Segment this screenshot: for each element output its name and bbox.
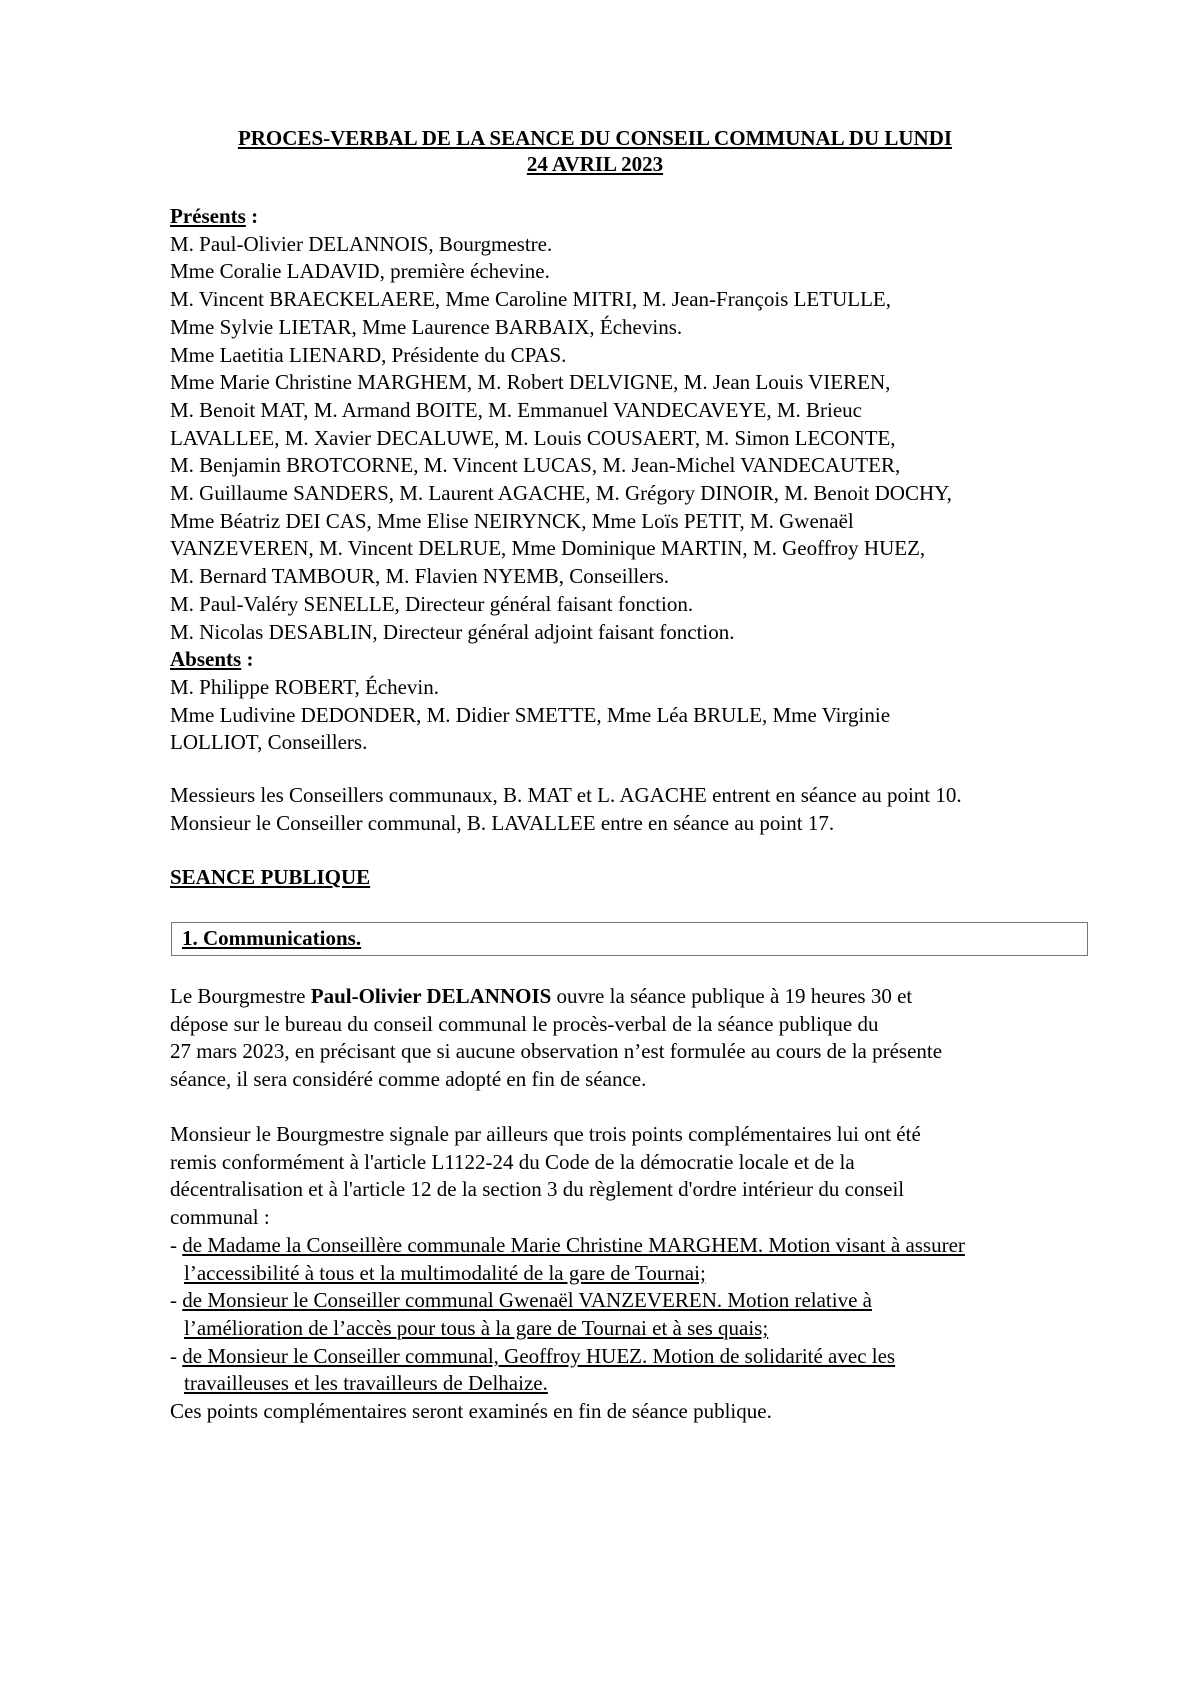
attendee-line: Mme Marie Christine MARGHEM, M. Robert DELVIGNE, M. Jean Louis VIEREN, bbox=[170, 370, 891, 395]
attendee-line: M. Paul-Valéry SENELLE, Directeur général faisant fonction. bbox=[170, 591, 694, 616]
entry-line: Monsieur le Conseiller communal, B. LAVALLEE entre en séance au point 17. bbox=[170, 810, 835, 835]
title-line-1: PROCES-VERBAL DE LA SEANCE DU CONSEIL COMMUNAL DU LUNDI bbox=[237, 126, 953, 150]
paragraph-1 bbox=[170, 983, 1090, 1094]
attendee-line: LAVALLEE, M. Xavier DECALUWE, M. Louis COUSAERT, M. Simon LECONTE, bbox=[170, 425, 896, 450]
closing-line: Ces points complémentaires seront examinés en fin de séance publique. bbox=[170, 1399, 772, 1424]
para2-line: communal : bbox=[170, 1205, 270, 1230]
attendee-line: VANZEVEREN, M. Vincent DELRUE, Mme Dominique MARTIN, M. Geoffroy HUEZ, bbox=[170, 536, 926, 561]
bullet-item-2-cont: l’amélioration de l’accès pour tous à la gare de Tournai et à ses quais; bbox=[184, 1315, 769, 1340]
mayor-name: Paul-Olivier DELANNOIS bbox=[310, 984, 552, 1008]
para2-line: remis conformément à l'article L1122-24 du Code de la démocratie locale et de la bbox=[170, 1149, 855, 1174]
attendee-line: M. Bernard TAMBOUR, M. Flavien NYEMB, Conseillers. bbox=[170, 564, 669, 589]
bullet-item-3-cont: travailleuses et les travailleurs de Delhaize. bbox=[184, 1371, 548, 1396]
entries-block bbox=[170, 782, 1090, 837]
item-1-heading: 1. Communications. bbox=[182, 926, 362, 950]
para1-line: séance, il sera considéré comme adopté en fin de séance. bbox=[170, 1067, 647, 1092]
title-line-2: 24 AVRIL 2023 bbox=[526, 152, 664, 176]
attendee-line: Mme Sylvie LIETAR, Mme Laurence BARBAIX, Échevins. bbox=[170, 314, 683, 339]
para1-line-1: Le Bourgmestre Paul-Olivier DELANNOIS ouvre la séance publique à 19 heures 30 et bbox=[170, 984, 913, 1008]
absents-list bbox=[170, 674, 1090, 757]
para2-line: décentralisation et à l'article 12 de la section 3 du règlement d'ordre intérieur du conseil bbox=[170, 1177, 905, 1202]
attendee-line: M. Benoit MAT, M. Armand BOITE, M. Emmanuel VANDECAVEYE, M. Brieuc bbox=[170, 397, 862, 422]
paragraph-2 bbox=[170, 1121, 1090, 1426]
attendee-line: M. Guillaume SANDERS, M. Laurent AGACHE, M. Grégory DINOIR, M. Benoit DOCHY, bbox=[170, 481, 952, 506]
attendee-line: M. Vincent BRAECKELAERE, Mme Caroline MITRI, M. Jean-François LETULLE, bbox=[170, 287, 891, 312]
bullet-item-2: - de Monsieur le Conseiller communal Gwenaël VANZEVEREN. Motion relative à bbox=[170, 1288, 872, 1313]
bullet-item-3: - de Monsieur le Conseiller communal, Geoffroy HUEZ. Motion de solidarité avec les bbox=[170, 1343, 896, 1368]
attendee-line: Mme Béatriz DEI CAS, Mme Elise NEIRYNCK, Mme Loïs PETIT, M. Gwenaël bbox=[170, 508, 854, 533]
absentee-line: M. Philippe ROBERT, Échevin. bbox=[170, 674, 440, 699]
attendee-line: Mme Coralie LADAVID, première échevine. bbox=[170, 259, 550, 284]
entry-line: Messieurs les Conseillers communaux, B. MAT et L. AGACHE entrent en séance au point 10. bbox=[170, 783, 962, 807]
bullet-item-1: - de Madame la Conseillère communale Marie Christine MARGHEM. Motion visant à assurer bbox=[170, 1232, 965, 1257]
bullet-item-1-cont: l’accessibilité à tous et la multimodalité de la gare de Tournai; bbox=[184, 1260, 706, 1285]
para1-line: dépose sur le bureau du conseil communal le procès-verbal de la séance publique du bbox=[170, 1011, 879, 1036]
para2-line: Monsieur le Bourgmestre signale par ailleurs que trois points complémentaires lui ont été bbox=[170, 1122, 921, 1146]
absentee-line: Mme Ludivine DEDONDER, M. Didier SMETTE, Mme Léa BRULE, Mme Virginie bbox=[170, 702, 891, 727]
attendee-line: M. Nicolas DESABLIN, Directeur général adjoint faisant fonction. bbox=[170, 619, 735, 644]
section-title: SEANCE PUBLIQUE bbox=[170, 865, 371, 889]
attendee-line: M. Paul-Olivier DELANNOIS, Bourgmestre. bbox=[170, 231, 553, 256]
presents-list bbox=[170, 231, 1090, 647]
absents-heading: Absents : bbox=[170, 647, 254, 672]
attendance-block bbox=[170, 203, 1090, 757]
absentee-line: LOLLIOT, Conseillers. bbox=[170, 730, 368, 755]
attendee-line: Mme Laetitia LIENARD, Présidente du CPAS. bbox=[170, 342, 567, 367]
section-heading-block bbox=[170, 864, 1090, 892]
attendee-line: M. Benjamin BROTCORNE, M. Vincent LUCAS, M. Jean-Michel VANDECAUTER, bbox=[170, 453, 901, 478]
para1-line: 27 mars 2023, en précisant que si aucune observation n’est formulée au cours de la présente bbox=[170, 1039, 943, 1064]
presents-heading: Présents : bbox=[170, 204, 259, 228]
document-title bbox=[0, 125, 1190, 177]
item-1-box bbox=[171, 922, 1088, 956]
